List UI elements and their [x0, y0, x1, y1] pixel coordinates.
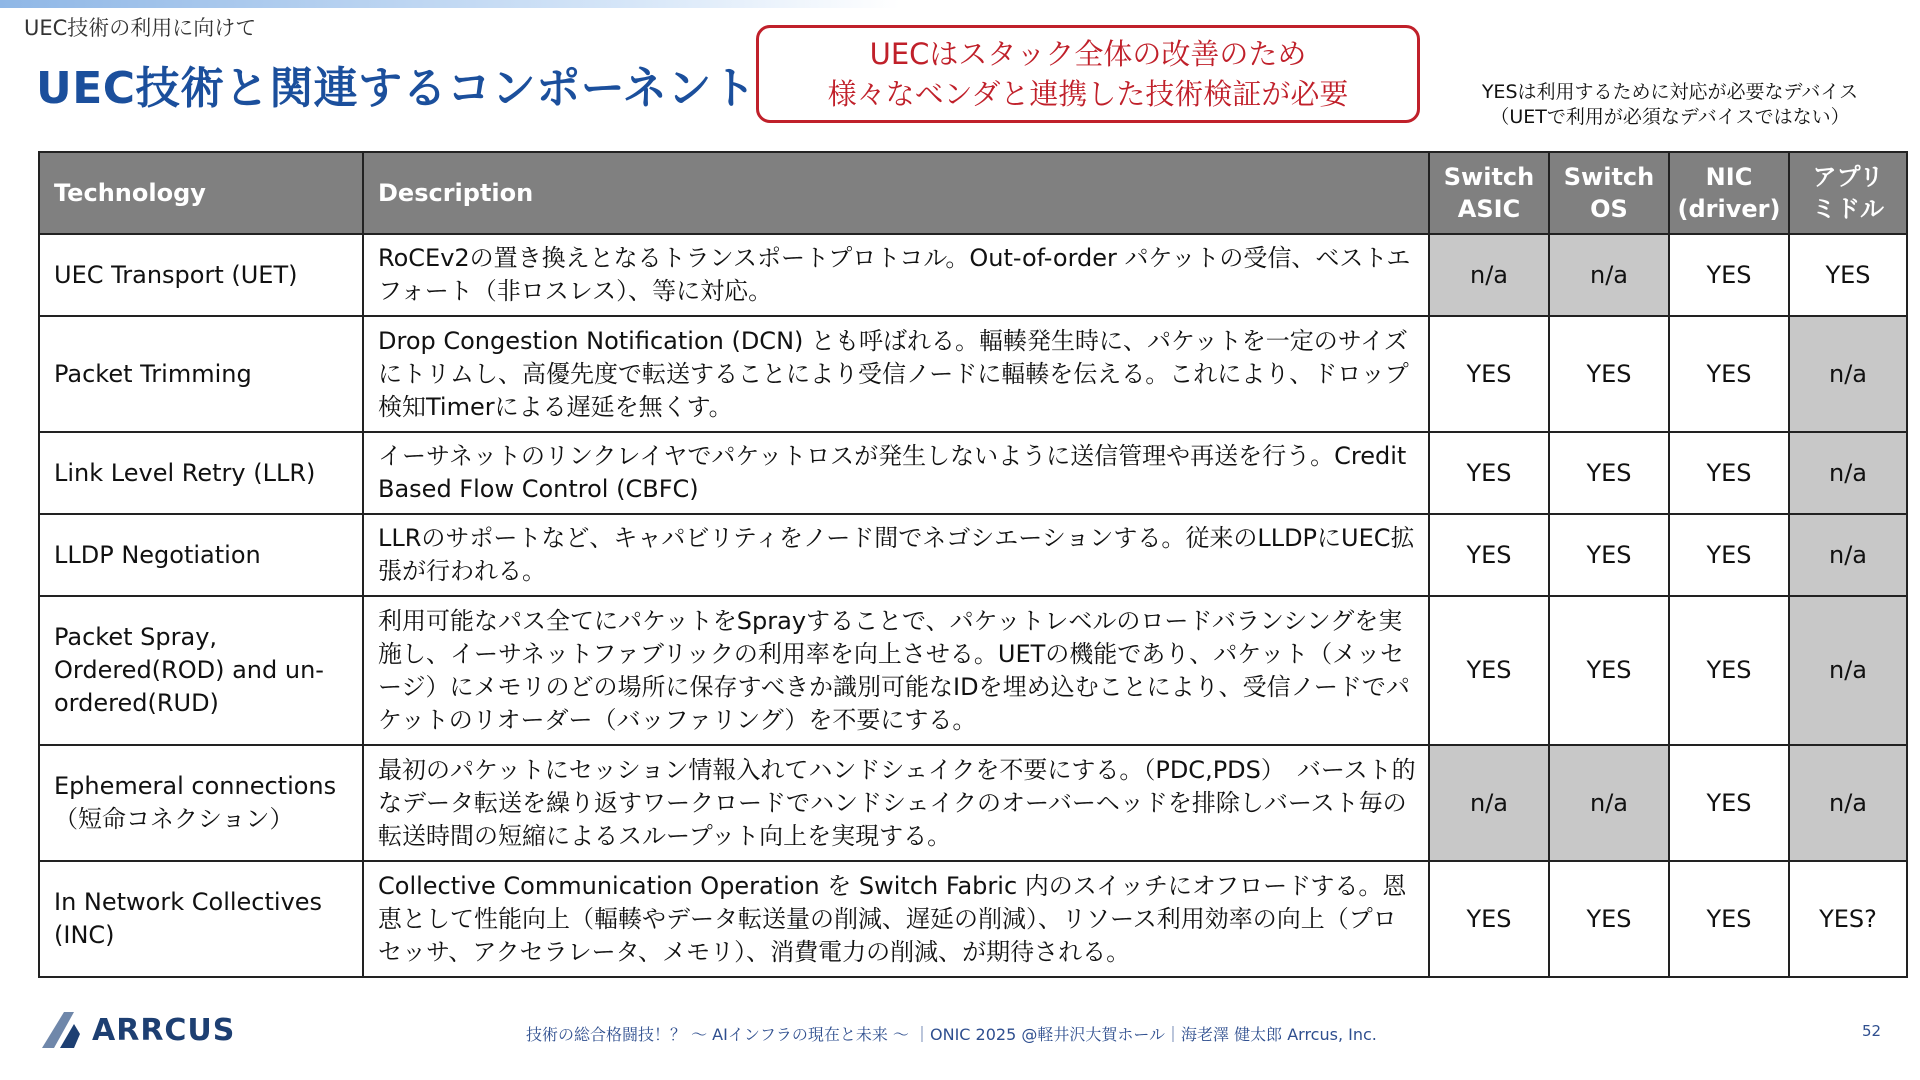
arrcus-logo-icon	[40, 1010, 90, 1050]
footer-text: 技術の総合格闘技！？ 〜 AIインフラの現在と未来 〜 ｜ONIC 2025 @軽井沢大賀ホール｜海老澤 健太郎 Arrcus, Inc.	[526, 1025, 1377, 1044]
switch-asic-cell: n/a	[1429, 234, 1549, 316]
technology-cell: Link Level Retry (LLR)	[39, 432, 363, 514]
callout-line-2: 様々なベンダと連携した技術検証が必要	[827, 77, 1349, 111]
description-cell: LLRのサポートなど、キャパビリティをノード間でネゴシエーションする。従来のLLDPにUEC拡張が行われる。	[363, 514, 1429, 596]
switch-asic-cell: YES	[1429, 514, 1549, 596]
technology-cell: Ephemeral connections （短命コネクション）	[39, 745, 363, 861]
header-app-middleware	[1789, 152, 1907, 234]
switch-os-cell: YES	[1549, 432, 1669, 514]
switch-os-cell: YES	[1549, 514, 1669, 596]
header-switch-asic-line2: ASIC	[1457, 195, 1521, 223]
nic-cell: YES	[1669, 514, 1789, 596]
app-cell: n/a	[1789, 432, 1907, 514]
technology-cell: Packet Spray, Ordered(ROD) and un-ordered(RUD)	[39, 596, 363, 745]
table-row	[39, 596, 1907, 745]
components-table	[38, 151, 1908, 978]
legend-note-line-2: （UETで利用が必須なデバイスではない）	[1490, 106, 1850, 128]
callout-box	[756, 25, 1420, 123]
header-technology: Technology	[39, 152, 363, 234]
switch-asic-cell: YES	[1429, 596, 1549, 745]
technology-cell: In Network Collectives (INC)	[39, 861, 363, 977]
header-switch-asic-line1: Switch	[1443, 163, 1535, 191]
app-cell: n/a	[1789, 514, 1907, 596]
section-label: UEC技術の利用に向けて	[24, 16, 257, 40]
nic-cell: YES	[1669, 316, 1789, 432]
top-accent-bar	[0, 0, 900, 8]
app-cell: YES	[1789, 234, 1907, 316]
header-description: Description	[363, 152, 1429, 234]
technology-cell: UEC Transport (UET)	[39, 234, 363, 316]
arrcus-logo-text: ARRCUS	[92, 1012, 236, 1048]
page-title: UEC技術と関連するコンポーネント	[36, 63, 757, 114]
nic-cell: YES	[1669, 432, 1789, 514]
nic-cell: YES	[1669, 596, 1789, 745]
callout-line-1: UECはスタック全体の改善のため	[869, 37, 1307, 71]
switch-asic-cell: n/a	[1429, 745, 1549, 861]
header-switch-asic	[1429, 152, 1549, 234]
legend-note	[1440, 80, 1900, 130]
description-cell: Collective Communication Operation を Switch Fabric 内のスイッチにオフロードする。恩恵として性能向上（輻輳やデータ転送量の削減、遅延の削減）、リソース利用効率の向上（プロセッサ、アクセラレータ、メモリ）、消費電力の削減、が期待される。	[363, 861, 1429, 977]
header-nic-line2: (driver)	[1677, 195, 1781, 223]
table-row	[39, 234, 1907, 316]
header-app-line1: アプリ	[1812, 163, 1884, 191]
switch-os-cell: n/a	[1549, 234, 1669, 316]
header-switch-os-line1: Switch	[1563, 163, 1655, 191]
table-row	[39, 514, 1907, 596]
switch-os-cell: YES	[1549, 861, 1669, 977]
table-row	[39, 432, 1907, 514]
switch-asic-cell: YES	[1429, 861, 1549, 977]
description-cell: イーサネットのリンクレイヤでパケットロスが発生しないように送信管理や再送を行う。Credit Based Flow Control (CBFC)	[363, 432, 1429, 514]
app-cell: YES?	[1789, 861, 1907, 977]
switch-asic-cell: YES	[1429, 432, 1549, 514]
switch-os-cell: YES	[1549, 596, 1669, 745]
page-number: 52	[1862, 1022, 1882, 1040]
table-row	[39, 861, 1907, 977]
description-cell: RoCEv2の置き換えとなるトランスポートプロトコル。Out-of-order パケットの受信、ベストエフォート（非ロスレス）、等に対応。	[363, 234, 1429, 316]
table-row	[39, 316, 1907, 432]
description-cell: 最初のパケットにセッション情報入れてハンドシェイクを不要にする。（PDC,PDS） バースト的なデータ転送を繰り返すワークロードでハンドシェイクのオーバーヘッドを排除しバースト毎の転送時間の短縮によるスループット向上を実現する。	[363, 745, 1429, 861]
app-cell: n/a	[1789, 596, 1907, 745]
nic-cell: YES	[1669, 234, 1789, 316]
description-cell: 利用可能なパス全てにパケットをSprayすることで、パケットレベルのロードバランシングを実施し、イーサネットファブリックの利用率を向上させる。UETの機能であり、パケット（メッセージ）にメモリのどの場所に保存すべきか識別可能なIDを埋め込むことにより、受信ノードでパケットのリオーダー（バッファリング）を不要にする。	[363, 596, 1429, 745]
switch-os-cell: YES	[1549, 316, 1669, 432]
nic-cell: YES	[1669, 745, 1789, 861]
header-app-line2: ミドル	[1812, 195, 1884, 223]
header-nic-line1: NIC	[1705, 163, 1753, 191]
app-cell: n/a	[1789, 316, 1907, 432]
header-switch-os	[1549, 152, 1669, 234]
switch-asic-cell: YES	[1429, 316, 1549, 432]
legend-note-line-1: YESは利用するために対応が必要なデバイス	[1481, 81, 1859, 103]
arrcus-logo	[40, 1010, 235, 1050]
header-nic	[1669, 152, 1789, 234]
description-cell: Drop Congestion Notification (DCN) とも呼ばれる。輻輳発生時に、パケットを一定のサイズにトリムし、高優先度で転送することにより受信ノードに輻輳を伝える。これにより、ドロップ検知Timerによる遅延を無くす。	[363, 316, 1429, 432]
table-header-row	[39, 152, 1907, 234]
switch-os-cell: n/a	[1549, 745, 1669, 861]
technology-cell: LLDP Negotiation	[39, 514, 363, 596]
header-switch-os-line2: OS	[1590, 195, 1628, 223]
technology-cell: Packet Trimming	[39, 316, 363, 432]
table-row	[39, 745, 1907, 861]
nic-cell: YES	[1669, 861, 1789, 977]
app-cell: n/a	[1789, 745, 1907, 861]
